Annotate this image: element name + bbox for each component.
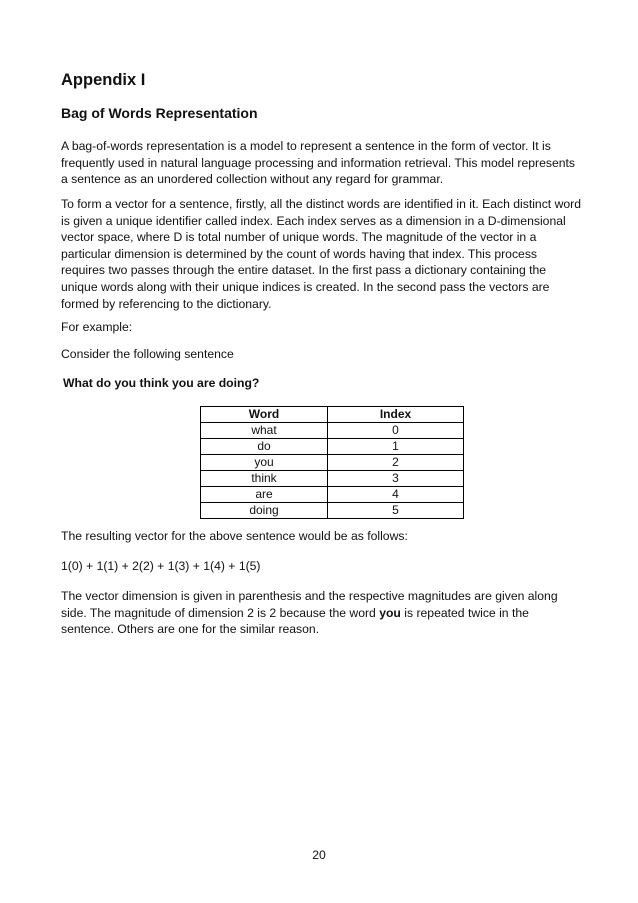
table-row (201, 439, 464, 455)
index-cell: 0 (328, 423, 464, 439)
word-cell: what (201, 423, 328, 439)
index-cell: 2 (328, 455, 464, 471)
index-cell: 3 (328, 471, 464, 487)
word-cell: do (201, 439, 328, 455)
word-cell: are (201, 487, 328, 503)
index-cell: 5 (328, 503, 464, 519)
example-sentence: What do you think you are doing? (63, 376, 260, 390)
table-row (201, 487, 464, 503)
consider-label: Consider the following sentence (61, 347, 234, 361)
word-cell: you (201, 455, 328, 471)
header-word: Word (201, 407, 328, 423)
table-header-row (201, 407, 464, 423)
table-row (201, 471, 464, 487)
table-row (201, 503, 464, 519)
index-cell: 1 (328, 439, 464, 455)
word-cell: doing (201, 503, 328, 519)
word-cell: think (201, 471, 328, 487)
highlighted-word: you (379, 605, 401, 620)
conclusion-text-after: is repeated twice in the sentence. Others are one for the similar reason. (61, 605, 529, 637)
table-row (201, 455, 464, 471)
section-title: Bag of Words Representation (61, 105, 258, 121)
conclusion-paragraph (61, 588, 581, 638)
result-intro: The resulting vector for the above sentence would be as follows: (61, 529, 408, 543)
appendix-title: Appendix I (61, 71, 146, 89)
vector-formula: 1(0) + 1(1) + 2(2) + 1(3) + 1(4) + 1(5) (61, 559, 261, 573)
method-paragraph: To form a vector for a sentence, firstly, all the distinct words are identified in it. Each distinct word is given a unique identifier called index. Each index serves as a dimension in a D-dimensional vector space, where D is total number of unique words. The magnitude of the vector in a particular dimension is determined by the count of words having that index. This process requires two passes through the entire dataset. In the first pass a dictionary containing the unique words along with their unique indices is created. In the second pass the vectors are formed by referencing to the dictionary. (61, 197, 581, 311)
page-number: 20 (312, 848, 326, 862)
for-example-label: For example: (61, 320, 133, 334)
word-index-table (200, 406, 464, 519)
conclusion-text-before: The vector dimension is given in parenthesis and the respective magnitudes are given along side. The magnitude of dimension 2 is 2 because the word (61, 589, 558, 620)
header-index: Index (328, 407, 464, 423)
index-cell: 4 (328, 487, 464, 503)
table-row (201, 423, 464, 439)
intro-paragraph: A bag-of-words representation is a model to represent a sentence in the form of vector. It is frequently used in natural language processing and information retrieval. This model represents a sentence as an unordered collection without any regard for grammar. (61, 139, 575, 187)
